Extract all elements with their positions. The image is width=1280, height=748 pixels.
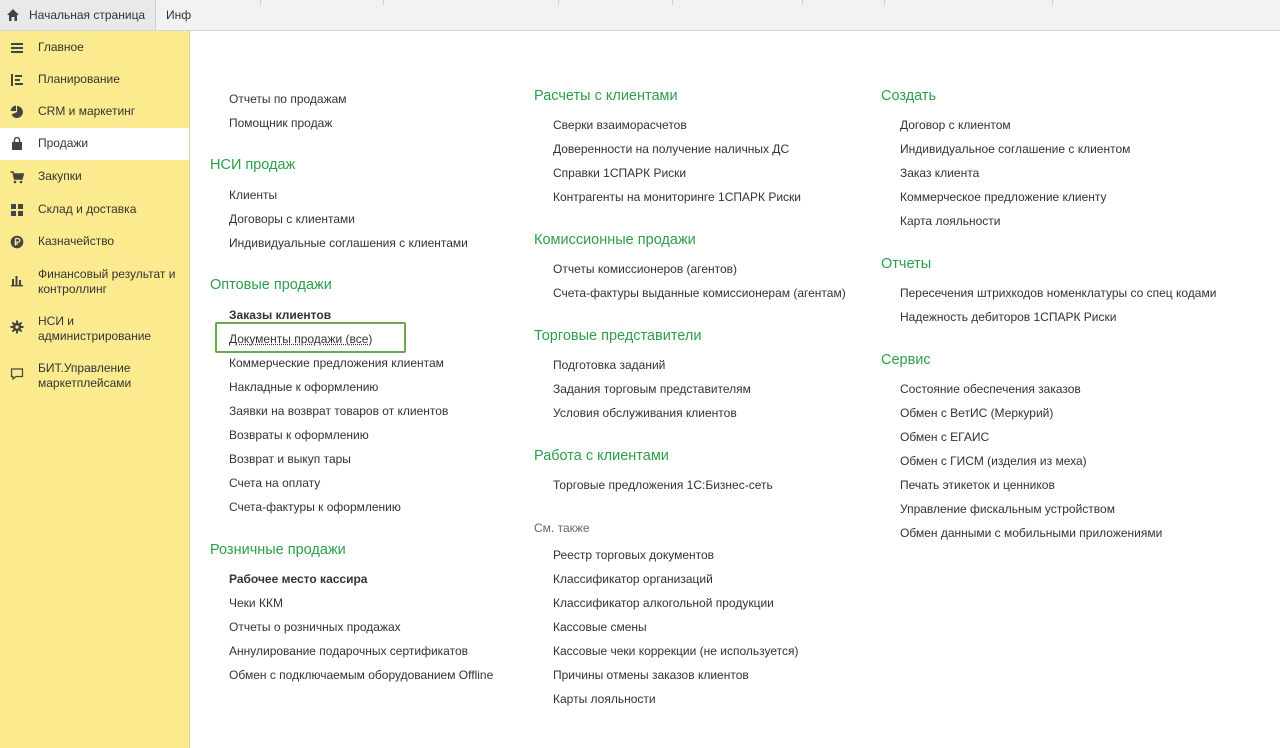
sidebar-item-label: Закупки [38,169,82,183]
tab-divider [558,0,559,5]
sidebar-item-label: CRM и маркетинг [38,104,136,118]
top-tab-bar [0,0,1280,31]
link-vetis-exchange[interactable]: Обмен с ВетИС (Меркурий) [900,406,1054,420]
cart-icon [10,170,24,184]
link-commercial-offers[interactable]: Коммерческие предложения клиентам [229,356,444,370]
section-title-sales-reps: Торговые представители [534,328,702,344]
link-reconciliations[interactable]: Сверки взаиморасчетов [553,118,687,132]
see-also-label: См. также [534,521,590,535]
sidebar-item-warehouse[interactable] [0,202,189,226]
link-fiscal-device[interactable]: Управление фискальным устройством [900,502,1115,516]
chat-bubble-icon [10,367,24,381]
ruble-coin-icon [10,235,24,249]
sidebar-item-label: Главное [38,40,84,54]
sidebar-item-label: Продажи [38,136,89,150]
link-container-return[interactable]: Возврат и выкуп тары [229,452,351,466]
sidebar-item-label: Казначейство [38,234,115,248]
tab-divider [1052,0,1053,5]
link-client-orders[interactable]: Заказы клиентов [229,308,332,322]
link-gism-exchange[interactable]: Обмен с ГИСМ (изделия из меха) [900,454,1087,468]
link-offline-equipment[interactable]: Обмен с подключаемым оборудованием Offline [229,668,494,682]
section-title-settlements: Расчеты с клиентами [534,88,678,104]
sidebar-item-purchases[interactable] [0,169,189,193]
link-egais-exchange[interactable]: Обмен с ЕГАИС [900,430,990,444]
link-cashier-workplace[interactable]: Рабочее место кассира [229,572,368,586]
link-payment-invoices[interactable]: Счета на оплату [229,476,321,490]
sidebar-item-planning[interactable] [0,72,189,96]
link-retail-reports[interactable]: Отчеты о розничных продажах [229,620,401,634]
sidebar-item-main[interactable] [0,40,189,64]
section-title-reports: Отчеты [881,256,932,272]
link-debtor-reliability[interactable]: Надежность дебиторов 1СПАРК Риски [900,310,1117,324]
link-individual-agreements[interactable]: Индивидуальные соглашения с клиентами [229,236,468,250]
tab-home-label: Начальная страница [29,8,146,22]
section-title-create: Создать [881,88,937,104]
planning-icon [10,73,24,87]
link-create-offer[interactable]: Коммерческое предложение клиенту [900,190,1107,204]
link-sales-reports[interactable]: Отчеты по продажам [229,92,347,106]
link-sales-documents-all[interactable]: Документы продажи (все) [229,332,373,346]
sidebar-item-label: Склад и доставка [38,202,137,216]
link-business-network-offers[interactable]: Торговые предложения 1С:Бизнес-сеть [553,478,773,492]
sidebar-item-treasury[interactable] [0,234,189,258]
link-kkm-receipts[interactable]: Чеки ККМ [229,596,283,610]
link-create-contract[interactable]: Договор с клиентом [900,118,1011,132]
link-returns-to-process[interactable]: Возвраты к оформлению [229,428,369,442]
tab-info[interactable] [157,0,197,30]
sales-section-panel [190,31,1280,748]
link-barcode-intersections[interactable]: Пересечения штрихкодов номенклатуры со спец кодами [900,286,1217,300]
sidebar-item-crm[interactable] [0,104,189,128]
link-cash-powers-of-attorney[interactable]: Доверенности на получение наличных ДС [553,142,790,156]
link-order-provision-state[interactable]: Состояние обеспечения заказов [900,382,1081,396]
link-create-order[interactable]: Заказ клиента [900,166,980,180]
link-alcohol-classifier[interactable]: Классификатор алкогольной продукции [553,596,774,610]
link-rep-tasks[interactable]: Задания торговым представителям [553,382,751,396]
link-label-printing[interactable]: Печать этикеток и ценников [900,478,1055,492]
sidebar-sections [0,31,190,748]
menu-lines-icon [10,41,24,55]
section-title-commission: Комиссионные продажи [534,232,696,248]
link-clients[interactable]: Клиенты [229,188,278,202]
link-invoices-to-process[interactable]: Накладные к оформлению [229,380,379,394]
gear-icon [10,320,24,334]
sidebar-item-financial-result[interactable] [0,267,189,301]
link-trade-docs-registry[interactable]: Реестр торговых документов [553,548,715,562]
tab-divider [672,0,673,5]
sidebar-item-nsi-admin[interactable] [0,314,189,348]
link-agent-reports[interactable]: Отчеты комиссионеров (агентов) [553,262,738,276]
shopping-bag-icon [10,137,24,151]
tab-home[interactable] [0,0,156,30]
tab-divider [802,0,803,5]
link-tax-invoices-to-process[interactable]: Счета-фактуры к оформлению [229,500,401,514]
pie-chart-icon [10,105,24,119]
link-spark-reports[interactable]: Справки 1СПАРК Риски [553,166,687,180]
tab-divider [260,0,261,5]
section-title-service: Сервис [881,352,931,368]
sidebar-item-label: Планирование [38,72,120,86]
section-title-nsi: НСИ продаж [210,157,296,173]
bar-chart-icon [10,273,24,287]
link-gift-cert-cancel[interactable]: Аннулирование подарочных сертификатов [229,644,468,658]
home-icon [6,8,20,22]
link-spark-monitoring[interactable]: Контрагенты на мониторинге 1СПАРК Риски [553,190,802,204]
tab-divider [884,0,885,5]
link-create-loyalty-card[interactable]: Карта лояльности [900,214,1001,228]
link-cash-shifts[interactable]: Кассовые смены [553,620,647,634]
section-title-client-work: Работа с клиентами [534,448,669,464]
tab-divider [383,0,384,5]
warehouse-grid-icon [10,203,24,217]
section-title-retail: Розничные продажи [210,542,346,558]
link-correction-receipts[interactable]: Кассовые чеки коррекции (не используется) [553,644,799,658]
link-agent-invoices[interactable]: Счета-фактуры выданные комиссионерам (агентам) [553,286,846,300]
link-service-conditions[interactable]: Условия обслуживания клиентов [553,406,737,420]
link-loyalty-cards[interactable]: Карты лояльности [553,692,656,706]
link-mobile-apps-exchange[interactable]: Обмен данными с мобильными приложениями [900,526,1163,540]
link-create-agreement[interactable]: Индивидуальное соглашение с клиентом [900,142,1131,156]
sidebar-item-sales[interactable] [0,128,189,160]
sidebar-item-bit-marketplaces[interactable] [0,361,189,395]
sidebar-item-label: НСИ и администрирование [38,314,152,343]
tab-info-label: Инф [166,8,192,22]
sidebar-item-label: Финансовый результат и контроллинг [38,267,176,296]
link-order-cancel-reasons[interactable]: Причины отмены заказов клиентов [553,668,749,682]
link-task-preparation[interactable]: Подготовка заданий [553,358,666,372]
link-client-contracts[interactable]: Договоры с клиентами [229,212,355,226]
section-title-wholesale: Оптовые продажи [210,277,332,293]
link-sales-assistant[interactable]: Помощник продаж [229,116,333,130]
sidebar-item-label: БИТ.Управление маркетплейсами [38,361,132,390]
link-return-requests[interactable]: Заявки на возврат товаров от клиентов [229,404,449,418]
link-org-classifier[interactable]: Классификатор организаций [553,572,713,586]
